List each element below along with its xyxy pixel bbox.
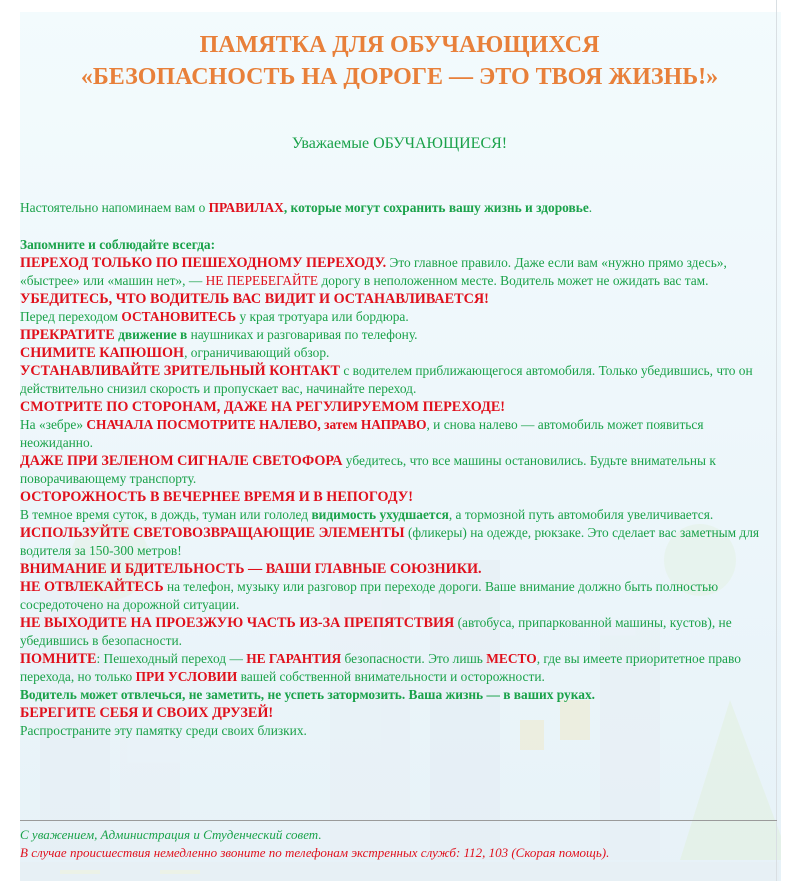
rule-11-text: на телефон, музыку или разговор при переходе дороги. Ваше внимание должно быть полностью сосредоточено на дорожной ситуации. — [20, 579, 719, 612]
remember-text: Запомните и соблюдайте всегда: — [20, 237, 216, 252]
rule-13-red-b: НЕ ГАРАНТИЯ — [246, 651, 342, 666]
rule-8-bold: видимость ухудшается — [311, 507, 449, 522]
rule-5-text: с водителем приближающегося автомобиля. Только убедившись, что он действительно снизил скорость и пропускает вас, начинайте переход. — [20, 363, 753, 396]
greeting: Уважаемые ОБУЧАЮЩИЕСЯ! — [291, 135, 508, 152]
rule-6-red-b: , затем — [317, 417, 361, 432]
rule-3-red: ПРЕКРАТИТЕ — [20, 327, 115, 343]
page-top-margin — [0, 0, 799, 12]
rule-13-text-b: безопасности. Это лишь — [341, 651, 487, 666]
rule-13-red-d: ПРИ УСЛОВИИ — [135, 669, 238, 684]
rule-8-text: В темное время суток, в дождь, туман или гололед — [20, 507, 312, 522]
remember-heading — [20, 236, 772, 254]
rule-8-heading: ОСТОРОЖНОСТЬ В ВЕЧЕРНЕЕ ВРЕМЯ И В НЕПОГОДУ! — [20, 489, 413, 505]
rule-9-heading: ИСПОЛЬЗУЙТЕ СВЕТОВОЗВРАЩАЮЩИЕ ЭЛЕМЕНТЫ — [20, 525, 405, 541]
footer-emergency: В случае происшествия немедленно звоните по телефонам экстренных служб: 112, 103 (Скорая помощь). — [20, 845, 610, 860]
rule-1 — [20, 254, 772, 290]
rule-6 — [20, 416, 772, 452]
rule-11-red: НЕ ОТВЛЕКАЙТЕСЬ — [20, 579, 164, 595]
page-right-margin — [781, 0, 799, 881]
rule-16-text: Распространите эту памятку среди своих близких. — [20, 723, 307, 738]
rule-10 — [20, 560, 772, 578]
rule-16 — [20, 722, 772, 740]
intro-paragraph — [20, 199, 772, 217]
rule-9-text: (фликеры) на одежде, рюкзаке. Это сделает вас заметным для водителя за 150-300 метров! — [20, 525, 760, 558]
rule-3-bold: движение в — [114, 327, 188, 342]
rule-7-text: убедитесь, что все машины остановились. Будьте внимательны к поворачивающему транспорту. — [20, 453, 716, 486]
title-line-2: «БЕЗОПАСНОСТЬ НА ДОРОГЕ — ЭТО ТВОЯ ЖИЗНЬ!» — [80, 64, 719, 90]
rule-2-red: ОСТАНОВИТЕСЬ — [121, 309, 237, 324]
title-line-1: ПАМЯТКА ДЛЯ ОБУЧАЮЩИХСЯ — [199, 32, 600, 58]
intro-end: . — [588, 200, 593, 215]
page-right-edge-line — [776, 0, 777, 881]
rule-3 — [20, 326, 772, 344]
rule-1-text: Это главное правило. Даже если вам «нужно прямо здесь», «быстрее» или «машин нет», — — [20, 255, 727, 288]
rule-8-text-end: , а тормозной путь автомобиля увеличивается. — [448, 507, 714, 522]
intro-red: ПРАВИЛАХ — [208, 200, 284, 215]
rule-6-red-a: СНАЧАЛА ПОСМОТРИТЕ НАЛЕВО — [86, 417, 318, 432]
rule-15-heading: БЕРЕГИТЕ СЕБЯ И СВОИХ ДРУЗЕЙ! — [20, 705, 274, 721]
intro-text: Настоятельно напоминаем вам о — [20, 200, 209, 215]
rule-13-text-a: : Пешеходный переход — — [96, 651, 247, 666]
rule-13-text-c: , где вы имеете приоритетное право перехода, но только — [20, 651, 741, 684]
rule-15 — [20, 704, 772, 722]
rule-1-text-end: дорогу в неположенном месте. Водитель может не ожидать вас там. — [318, 273, 709, 288]
rule-12 — [20, 614, 772, 650]
rule-14-bold: Водитель может отвлечься, не заметить, не успеть затормозить. Ваша жизнь — в ваших руках. — [20, 687, 595, 702]
rule-4-red: СНИМИТЕ КАПЮШОН — [20, 345, 185, 361]
rules-block — [20, 236, 772, 740]
rule-3-text: наушниках и разговаривая по телефону. — [187, 327, 418, 342]
footer-signature: С уважением, Администрация и Студенческий совет. — [20, 827, 322, 842]
rule-4 — [20, 344, 772, 362]
rule-6-text-end: , и снова налево — автомобиль может появиться неожиданно. — [20, 417, 704, 450]
rule-13-red-c: МЕСТО — [486, 651, 537, 666]
rule-2-text-end: у края тротуара или бордюра. — [236, 309, 409, 324]
rule-2-text: Перед переходом — [20, 309, 122, 324]
rule-8-heading-line — [20, 488, 772, 506]
rule-2-heading-line — [20, 290, 772, 308]
rule-6-red-c: НАПРАВО — [360, 417, 427, 432]
rule-6-text: На «зебре» — [20, 417, 87, 432]
rule-12-text: (автобуса, припаркованной машины, кустов), не убедившись в безопасности. — [20, 615, 732, 648]
rule-13-text-d: вашей собственной внимательности и осторожности. — [237, 669, 545, 684]
rule-9 — [20, 524, 772, 560]
rule-11 — [20, 578, 772, 614]
rule-6-heading: СМОТРИТЕ ПО СТОРОНАМ, ДАЖЕ НА РЕГУЛИРУЕМОМ ПЕРЕХОДЕ! — [20, 399, 506, 415]
rule-1-heading: ПЕРЕХОД ТОЛЬКО ПО ПЕШЕХОДНОМУ ПЕРЕХОДУ. — [20, 255, 387, 271]
page-left-margin — [0, 0, 20, 881]
rule-4-text: , ограничивающий обзор. — [184, 345, 330, 360]
rule-10-heading: ВНИМАНИЕ И БДИТЕЛЬНОСТЬ — ВАШИ ГЛАВНЫЕ СОЮЗНИКИ. — [20, 561, 482, 577]
rule-13 — [20, 650, 772, 686]
rule-2-heading: УБЕДИТЕСЬ, ЧТО ВОДИТЕЛЬ ВАС ВИДИТ И ОСТАНАВЛИВАЕТСЯ! — [20, 291, 489, 307]
rule-7 — [20, 452, 772, 488]
rule-5 — [20, 362, 772, 398]
rule-5-red: УСТАНАВЛИВАЙТЕ ЗРИТЕЛЬНЫЙ КОНТАКТ — [20, 363, 340, 379]
rule-6-heading-line — [20, 398, 772, 416]
rule-12-red: НЕ ВЫХОДИТЕ НА ПРОЕЗЖУЮ ЧАСТЬ ИЗ-ЗА ПРЕПЯТСТВИЯ — [20, 615, 455, 631]
rule-13-red: ПОМНИТЕ — [20, 651, 97, 667]
footer-divider — [20, 820, 777, 821]
rule-14 — [20, 686, 772, 704]
rule-1-red: НЕ ПЕРЕБЕГАЙТЕ — [205, 273, 319, 288]
rule-2 — [20, 308, 772, 326]
intro-bold: , которые могут сохранить вашу жизнь и здоровье — [283, 200, 589, 215]
rule-7-heading: ДАЖЕ ПРИ ЗЕЛЕНОМ СИГНАЛЕ СВЕТОФОРА — [20, 453, 343, 469]
rule-8 — [20, 506, 772, 524]
